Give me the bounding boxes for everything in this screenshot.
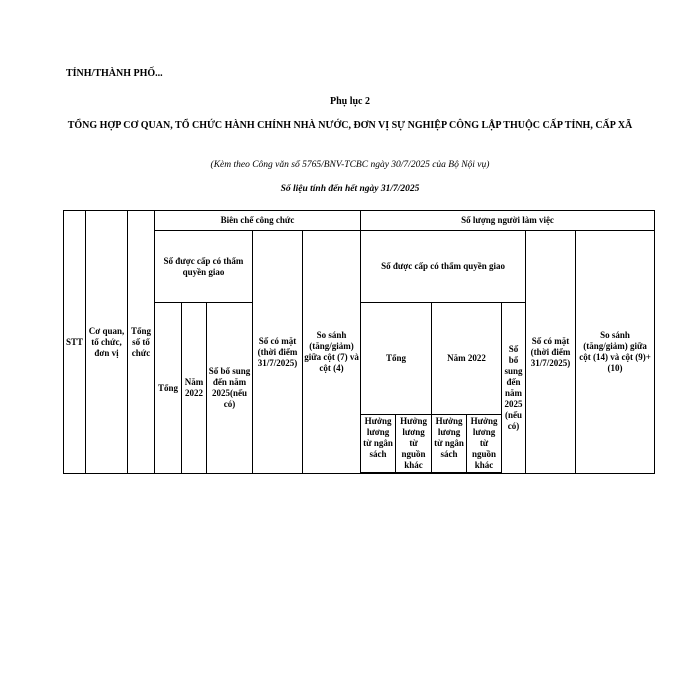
cell-text: Hưởng lương từ nguồn khác [470, 415, 498, 470]
filler-cell [396, 473, 432, 474]
header-emp-total-other [396, 415, 432, 473]
appendix-title: Phụ lục 2 [329, 96, 370, 107]
province-label: TỈNH/THÀNH PHỐ... [66, 68, 163, 79]
reference-note: (Kèm theo Công văn số 5765/BNV-TCBC ngày 30/7/2025 của Bộ Nội vụ) [210, 160, 490, 170]
header-total-orgs: Tổng số tổ chức [128, 211, 155, 474]
filler-cell [467, 473, 502, 474]
header-emp-2022-other [467, 415, 502, 473]
header-civil-servants: Biên chế công chức [155, 211, 361, 231]
data-date-line: Số liệu tính đến hết ngày 31/7/2025 [280, 184, 420, 194]
header-cs-year2022: Năm 2022 [182, 303, 207, 474]
header-emp-additional: Số bổ sung đến năm 2025 (nếu có) [502, 303, 526, 474]
cell-text: Hưởng lương từ nguồn khác [400, 415, 427, 470]
header-emp-2022-budget [432, 415, 467, 473]
header-employees: Số lượng người làm việc [361, 211, 655, 231]
summary-table [63, 210, 655, 474]
cell-text: Hưởng lương từ ngân sách [434, 415, 464, 459]
header-cs-compare: So sánh (tăng/giảm) giữa cột (7) và cột (4) [303, 231, 361, 474]
header-cs-assigned: Số được cấp có thẩm quyền giao [155, 231, 253, 303]
header-cs-present: Số có mặt (thời điểm 31/7/2025) [253, 231, 303, 474]
filler-cell [432, 473, 467, 474]
header-emp-assigned: Số được cấp có thẩm quyền giao [361, 231, 526, 303]
header-cs-additional: Số bổ sung đến năm 2025(nếu có) [207, 303, 253, 474]
header-emp-present: Số có mặt (thời điểm 31/7/2025) [526, 231, 576, 474]
header-agency: Cơ quan, tổ chức, đơn vị [86, 211, 128, 474]
header-emp-total: Tổng [361, 303, 432, 415]
header-emp-year2022: Năm 2022 [432, 303, 502, 415]
header-cs-total: Tổng [155, 303, 182, 474]
cell-text: Hưởng lương từ ngân sách [363, 415, 393, 459]
filler-cell [361, 473, 396, 474]
header-stt: STT [64, 211, 86, 474]
header-emp-total-budget [361, 415, 396, 473]
header-emp-compare: So sánh (tăng/giảm) giữa cột (14) và cột (9)+ (10) [576, 231, 655, 474]
document-title: TỔNG HỢP CƠ QUAN, TỔ CHỨC HÀNH CHÍNH NHÀ NƯỚC, ĐƠN VỊ SỰ NGHIỆP CÔNG LẬP THUỘC CẤP TỈNH, CẤP XÃ [67, 120, 633, 131]
